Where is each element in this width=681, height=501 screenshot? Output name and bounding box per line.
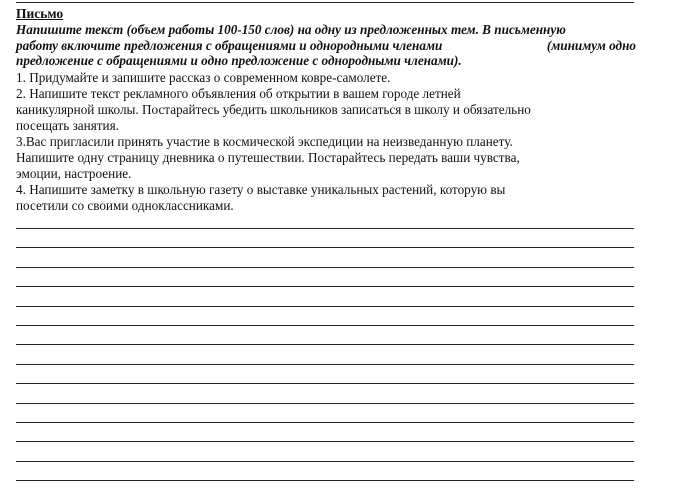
- answer-line: [16, 364, 634, 365]
- task-3-line-1: 3.Вас пригласили принять участие в космической экспедиции на неизведанную планету.: [16, 134, 513, 149]
- answer-line: [16, 480, 634, 481]
- task-list: [16, 70, 636, 214]
- task-2-line-1: 2. Напишите текст рекламного объявления об открытии в вашем городе летней: [16, 86, 461, 101]
- task-3-line-3: эмоции, настроение.: [16, 166, 132, 181]
- answer-line: [16, 247, 634, 248]
- task-4-line-1: 4. Напишите заметку в школьную газету о выставке уникальных растений, которую вы: [16, 182, 506, 197]
- answer-line: [16, 403, 634, 404]
- answer-line: [16, 422, 634, 423]
- task-1: [16, 70, 636, 86]
- task-3: [16, 134, 636, 182]
- answer-line: [16, 228, 634, 229]
- task-1-line-1: 1. Придумайте и запишите рассказ о современном ковре-самолете.: [16, 70, 391, 85]
- task-4-line-2: посетили со своими одноклассниками.: [16, 198, 234, 213]
- answer-line: [16, 267, 634, 268]
- instructions-line-3: предложение с обращениями и одно предложение с однородными членами).: [16, 53, 462, 68]
- answer-line: [16, 461, 634, 462]
- page-title: Письмо: [16, 6, 64, 21]
- instructions-line-2a: работу включите предложения с обращениями и однородными членами: [16, 37, 443, 53]
- instructions: [16, 22, 636, 69]
- answer-line: [16, 344, 634, 345]
- task-2-line-3: посещать занятия.: [16, 118, 119, 133]
- task-2-line-2: каникулярной школы. Постарайтесь убедить школьников записаться в школу и обязательно: [16, 102, 531, 117]
- instructions-line-2b: (минимум одно: [546, 37, 636, 53]
- task-2: [16, 86, 636, 134]
- task-3-line-2: Напишите одну страницу дневника о путешествии. Постарайтесь передать ваши чувства,: [16, 150, 520, 165]
- task-4: [16, 182, 636, 214]
- answer-line: [16, 383, 634, 384]
- top-rule: [16, 2, 634, 3]
- instructions-line-1: Напишите текст (объем работы 100-150 слов) на одну из предложенных тем. В письменную: [16, 22, 566, 37]
- writing-lines: [16, 228, 634, 499]
- instructions-line-2: [16, 38, 636, 54]
- answer-line: [16, 441, 634, 442]
- answer-line: [16, 286, 634, 287]
- answer-line: [16, 325, 634, 326]
- answer-line: [16, 306, 634, 307]
